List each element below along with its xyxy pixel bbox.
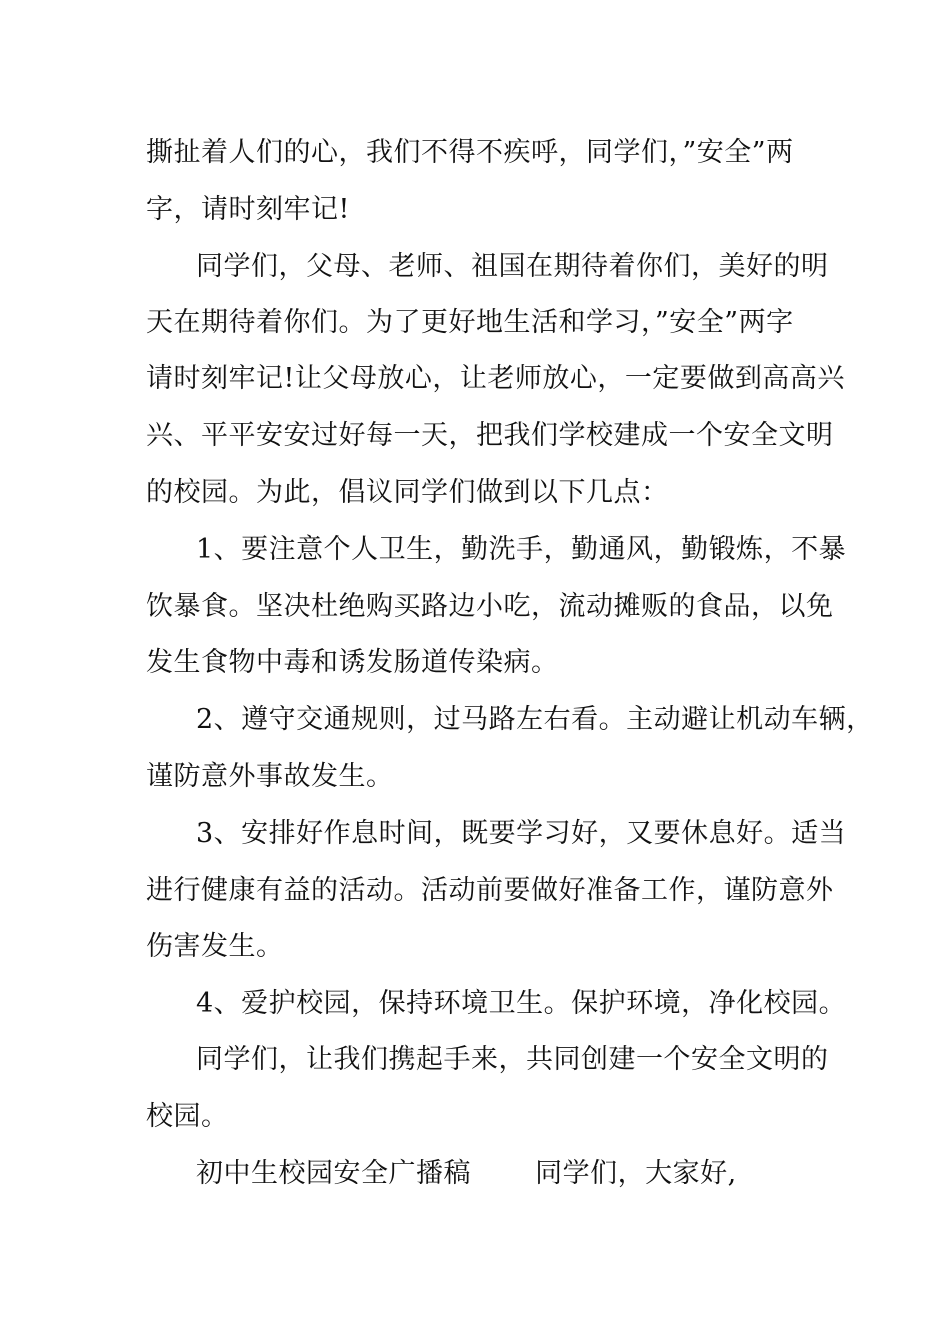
- text-line-17: 同学们，让我们携起手来，共同创建一个安全文明的: [196, 1044, 829, 1075]
- text-line-1: 撕扯着人们的心，我们不得不疾呼，同学们，”安全”两: [146, 137, 794, 168]
- text-line-2: 字，请时刻牢记!: [146, 194, 350, 225]
- text-line-8: 1、要注意个人卫生，勤洗手，勤通风，勤锻炼，不暴: [196, 534, 847, 565]
- text-line-7: 的校园。为此，倡议同学们做到以下几点：: [146, 477, 669, 508]
- text-line-9: 饮暴食。坚决杜绝购买路边小吃，流动摊贩的食品，以免: [146, 591, 834, 622]
- text-line-6: 兴、平平安安过好每一天，把我们学校建成一个安全文明: [146, 420, 834, 451]
- text-line-14: 进行健康有益的活动。活动前要做好准备工作，谨防意外: [146, 875, 834, 906]
- text-line-15: 伤害发生。: [146, 931, 284, 962]
- text-line-11: 2、遵守交通规则，过马路左右看。主动避让机动车辆，: [196, 704, 874, 735]
- text-line-16: 4、爱护校园，保持环境卫生。保护环境，净化校园。: [196, 988, 847, 1019]
- text-line-19: 初中生校园安全广播稿 同学们，大家好,: [196, 1158, 737, 1189]
- text-line-5: 请时刻牢记!让父母放心，让老师放心，一定要做到高高兴: [146, 363, 845, 394]
- text-line-3: 同学们，父母、老师、祖国在期待着你们，美好的明: [196, 251, 829, 282]
- text-line-12: 谨防意外事故发生。: [146, 761, 394, 792]
- text-line-18: 校园。: [146, 1101, 229, 1132]
- text-line-13: 3、安排好作息时间，既要学习好，又要休息好。适当: [196, 818, 847, 849]
- text-line-4: 天在期待着你们。为了更好地生活和学习，”安全”两字: [146, 307, 794, 338]
- text-line-10: 发生食物中毒和诱发肠道传染病。: [146, 647, 559, 678]
